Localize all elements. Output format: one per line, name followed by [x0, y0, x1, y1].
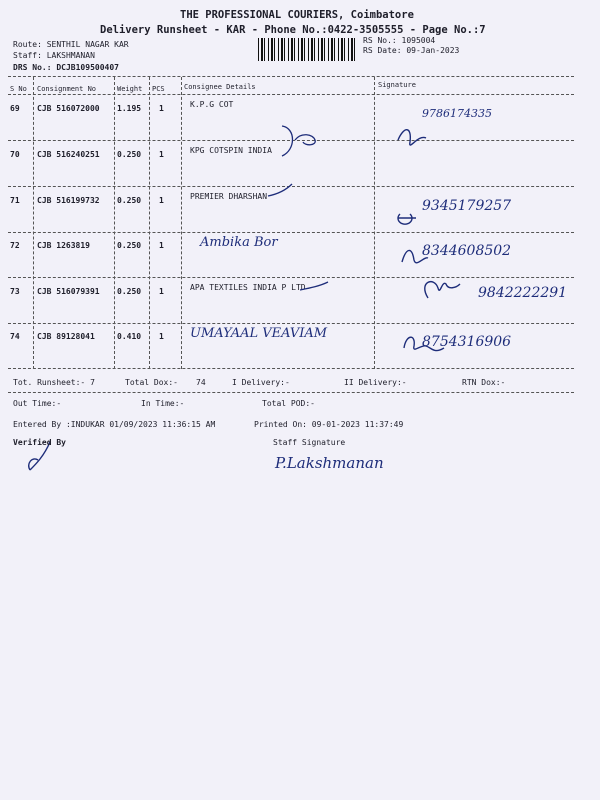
total-pod: Total POD:-: [262, 399, 315, 408]
row-consignee: APA TEXTILES INDIA P LTD: [190, 283, 306, 292]
row-consignee: UMAYAAL VEAVIAM: [190, 326, 328, 341]
row-pcs: 1: [159, 332, 164, 341]
runsheet-title: Delivery Runsheet - KAR - Phone No.:0422-3505555 - Page No.:7: [100, 24, 486, 36]
company-name: THE PROFESSIONAL COURIERS, Coimbatore: [180, 9, 414, 21]
row-pcs: 1: [159, 196, 164, 205]
row-signature-phone: 8344608502: [422, 243, 512, 259]
route-label: Route: SENTHIL NAGAR KAR: [13, 40, 129, 49]
rs-number: RS No.: 1095004: [363, 36, 436, 45]
row-weight: 0.250: [117, 196, 142, 205]
staff-signature-label: Staff Signature: [273, 438, 346, 447]
row-consignment: CJB 516240251: [37, 150, 100, 159]
row-signature-phone: 9842222291: [478, 285, 568, 301]
rs-date: RS Date: 09-Jan-2023: [363, 46, 460, 55]
row-consignment: CJB 89128041: [37, 332, 95, 341]
entered-by: Entered By :INDUKAR 01/09/2023 11:36:15 AM: [13, 420, 216, 429]
row-sno: 73: [10, 287, 20, 296]
row-consignment: CJB 516199732: [37, 196, 100, 205]
row-signature-phone: 9786174335: [422, 107, 492, 120]
col-header-consignee: Consignee Details: [184, 83, 256, 91]
total-runsheet: Tot. Runsheet:- 7: [13, 378, 95, 387]
row-sno: 70: [10, 150, 20, 159]
col-header-sno: S No: [10, 85, 27, 93]
row-consignment: CJB 516079391: [37, 287, 100, 296]
drs-number: DRS No.: DCJB109500407: [13, 63, 119, 72]
printed-on: Printed On: 09-01-2023 11:37:49: [254, 420, 404, 429]
col-header-signature: Signature: [378, 81, 416, 89]
row-consignment: CJB 1263819: [37, 241, 90, 250]
row-weight: 1.195: [117, 104, 142, 113]
totals-rule: [8, 392, 574, 393]
total-dox-label: Total Dox:-: [125, 378, 178, 387]
staff-signature: P.Lakshmanan: [275, 454, 384, 472]
row-weight: 0.410: [117, 332, 142, 341]
row-sno: 74: [10, 332, 20, 341]
out-time: Out Time:-: [13, 399, 62, 408]
col-header-weight: Weight: [117, 85, 143, 93]
i-delivery: I Delivery:-: [232, 378, 290, 387]
in-time: In Time:-: [141, 399, 185, 408]
verified-by: Verified By: [13, 438, 66, 447]
row-sno: 72: [10, 241, 20, 250]
row-signature-phone: 8754316906: [422, 334, 512, 350]
total-dox-value: 74: [196, 378, 206, 387]
row-weight: 0.250: [117, 150, 142, 159]
row-sno: 71: [10, 196, 20, 205]
rtn-dox: RTN Dox:-: [462, 378, 506, 387]
col-header-consignment: Consignment No: [37, 85, 97, 93]
ii-delivery: II Delivery:-: [344, 378, 407, 387]
row-consignee: KPG COTSPIN INDIA: [190, 146, 272, 155]
row-weight: 0.250: [117, 287, 142, 296]
row-signature-phone: 9345179257: [422, 198, 512, 214]
row-consignee: Ambika Bor: [200, 235, 278, 250]
col-header-pcs: PCS: [152, 85, 165, 93]
row-consignment: CJB 516072000: [37, 104, 100, 113]
row-consignee: K.P.G COT: [190, 100, 234, 109]
row-pcs: 1: [159, 150, 164, 159]
row-sno: 69: [10, 104, 20, 113]
row-weight: 0.250: [117, 241, 142, 250]
row-pcs: 1: [159, 241, 164, 250]
row-consignee: PREMIER DHARSHAN: [190, 192, 268, 201]
staff-label: Staff: LAKSHMANAN: [13, 51, 95, 60]
row-pcs: 1: [159, 104, 164, 113]
row-pcs: 1: [159, 287, 164, 296]
